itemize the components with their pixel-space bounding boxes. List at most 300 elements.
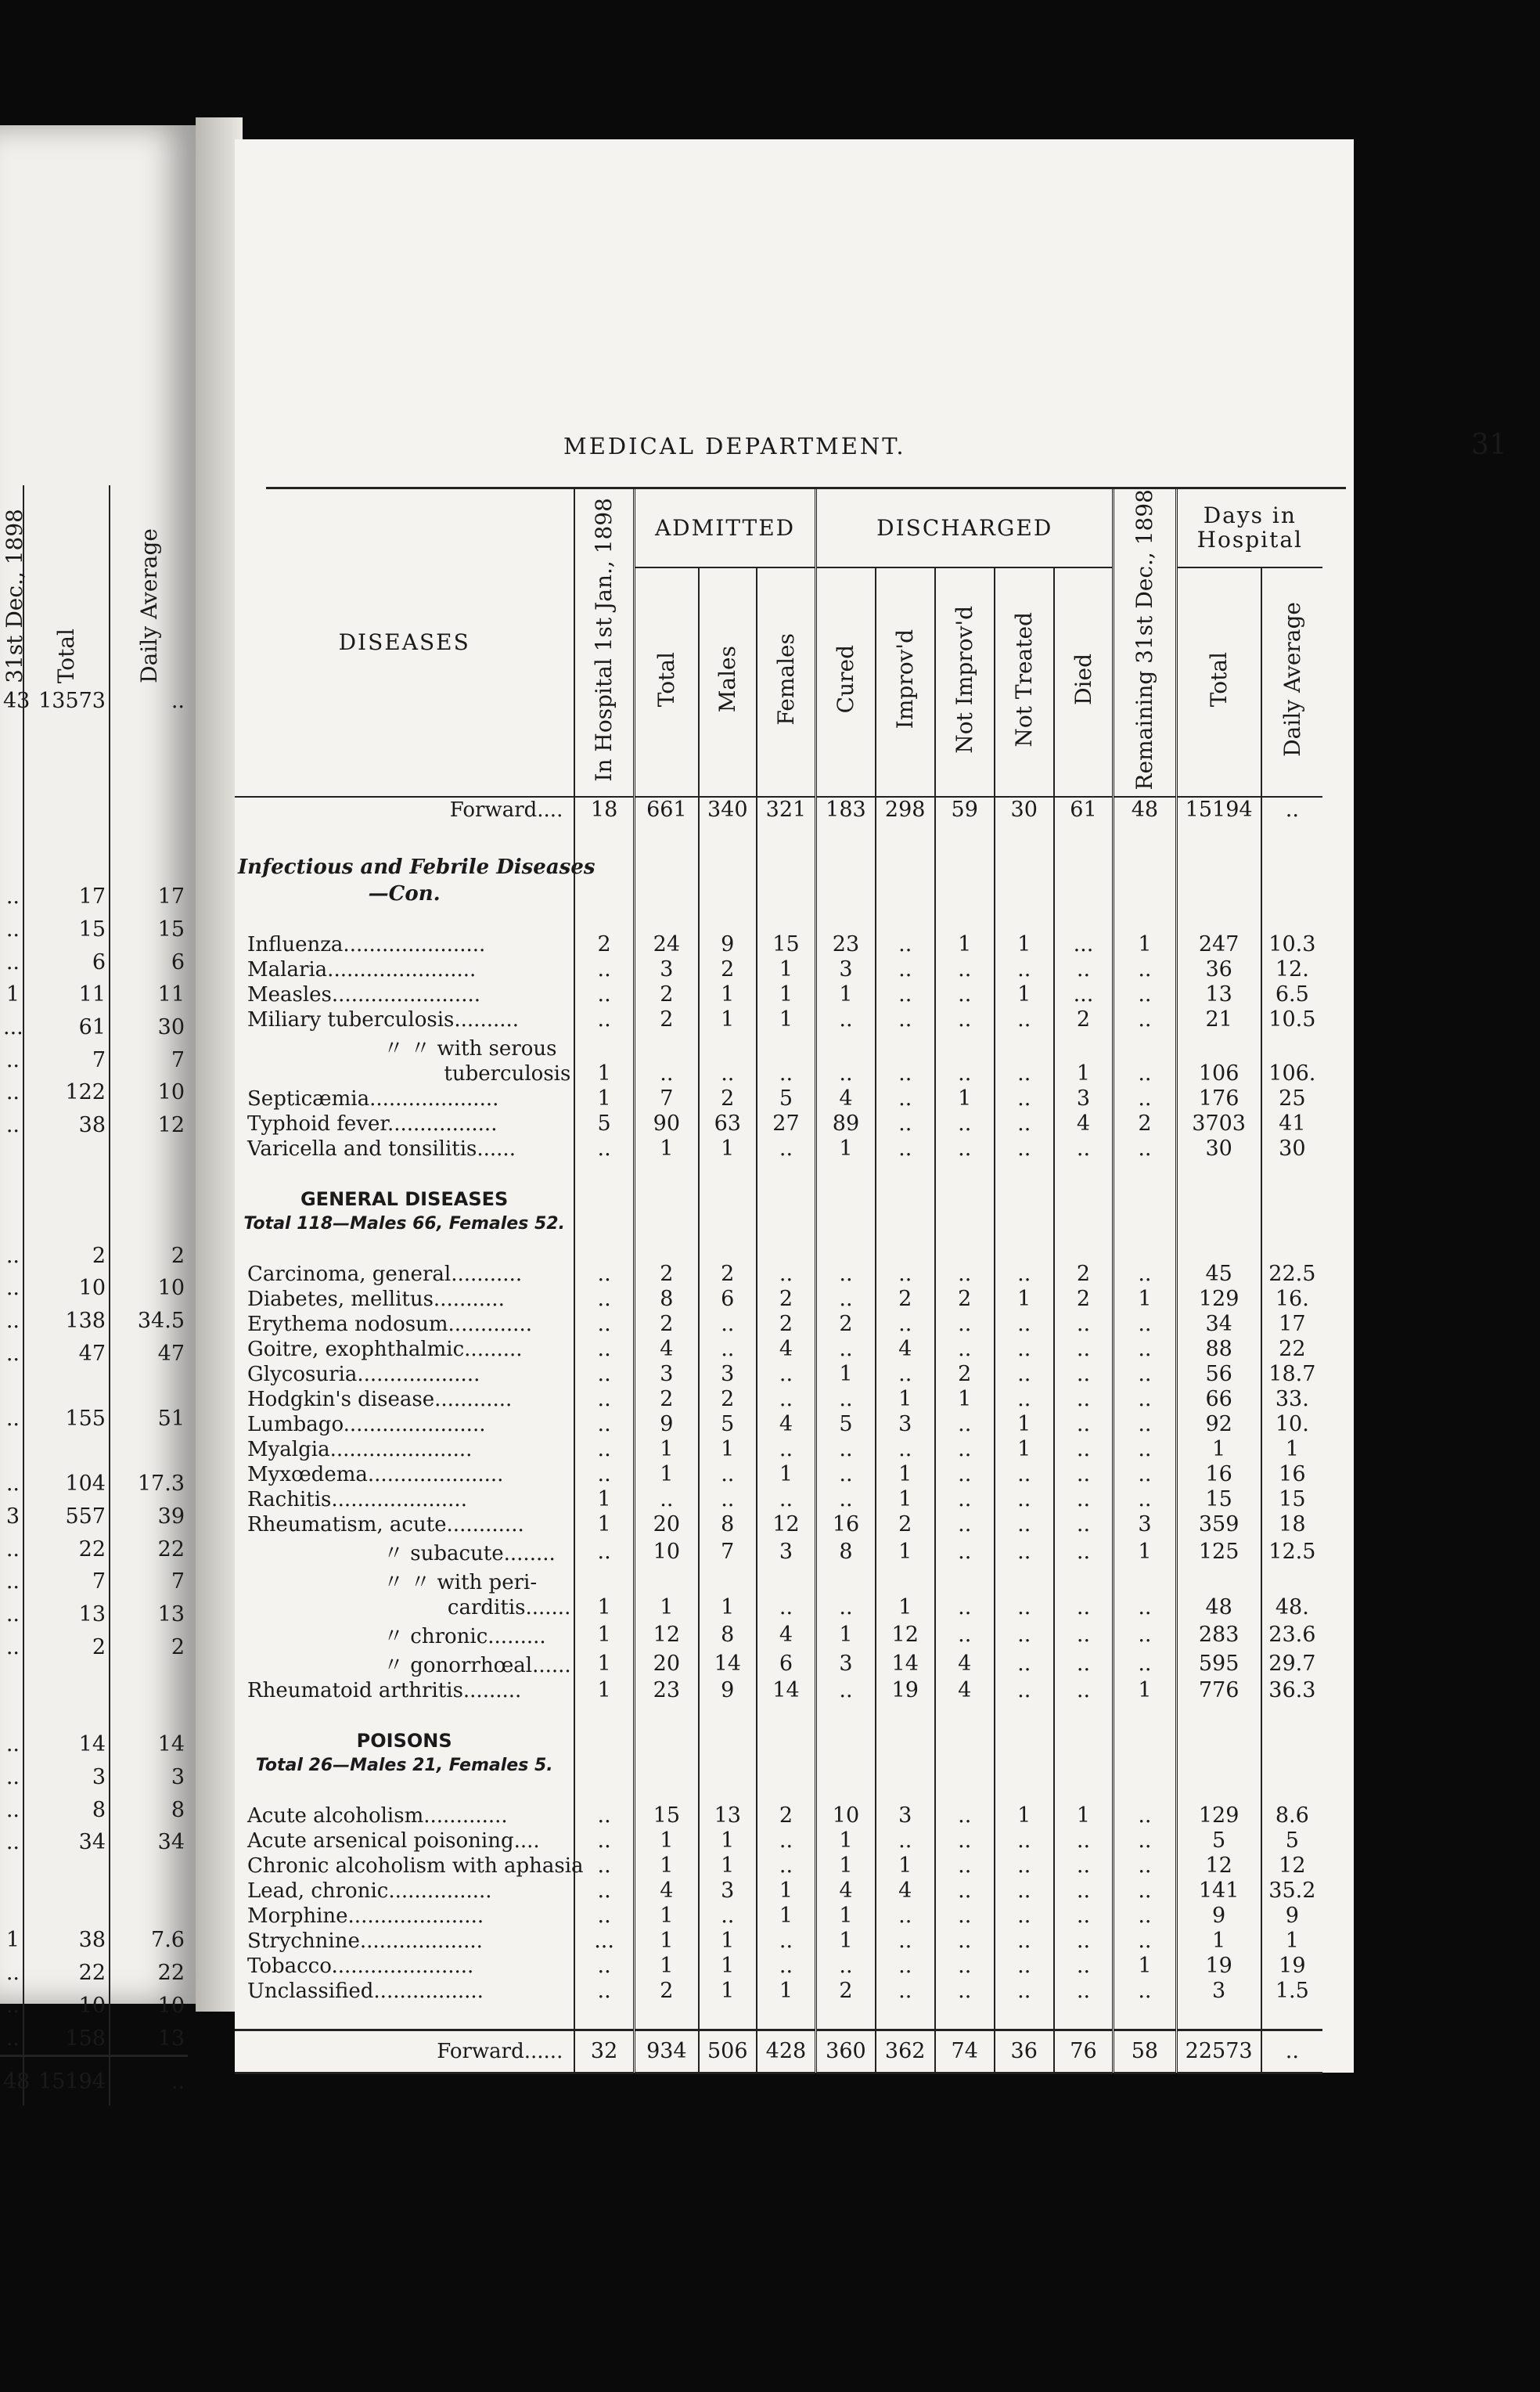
left-total-header: Total [23, 485, 110, 689]
not-treated-cell: .. [995, 1649, 1054, 1678]
not-improved-cell: .. [935, 1828, 995, 1853]
days-total-cell: 56 [1176, 1362, 1261, 1387]
empty-cell [699, 1187, 757, 1212]
empty-cell [935, 1778, 995, 1803]
spacer-cell [235, 907, 574, 932]
left-table-row [0, 1989, 188, 2022]
empty-cell [1114, 1753, 1176, 1778]
left-remaining-cell [0, 1695, 23, 1728]
not-treated-cell: .. [995, 1979, 1054, 2004]
empty-cell [1054, 1703, 1114, 1728]
admitted-females-cell: 1 [757, 982, 816, 1007]
empty-cell [574, 1778, 634, 1803]
improved-cell: 362 [876, 2030, 935, 2073]
left-remaining-cell: .. [5, 1765, 20, 1790]
not-treated-cell: 1 [995, 1437, 1054, 1462]
admitted-females-cell: .. [757, 1853, 816, 1879]
admitted-total-cell: 10 [634, 1537, 699, 1566]
disease-name: Measles....................... [247, 982, 480, 1007]
empty-cell [1176, 1187, 1261, 1212]
died-cell: .. [1054, 1312, 1114, 1337]
remaining-cell: 48 [1114, 797, 1176, 823]
improved-cell: 4 [876, 1337, 935, 1362]
left-table-row [0, 1891, 188, 1924]
disease-name: Varicella and tonsilitis...... [247, 1137, 516, 1161]
empty-cell [1261, 1212, 1322, 1237]
empty-cell [876, 2004, 935, 2030]
daily-average-cell: 33. [1261, 1387, 1322, 1412]
spacer-row [235, 823, 1322, 854]
left-average-cell: 22 [110, 1957, 188, 1990]
admitted-males-cell: .. [699, 1462, 757, 1487]
in-hospital-cell: 2 [574, 932, 634, 957]
in-hospital-cell: .. [574, 1287, 634, 1312]
admitted-total-cell: 4 [634, 1337, 699, 1362]
cured-cell: .. [816, 1954, 876, 1979]
died-cell: ... [1054, 932, 1114, 957]
not-treated-cell: .. [995, 1879, 1054, 1904]
improved-cell: .. [876, 982, 935, 1007]
disease-row [235, 1803, 1322, 1828]
not-improved-cell: .. [935, 1803, 995, 1828]
daily-average-cell: 29.7 [1261, 1649, 1322, 1678]
in-hospital-cell: .. [574, 982, 634, 1007]
days-total-cell: 283 [1176, 1620, 1261, 1649]
cured-cell: 183 [816, 797, 876, 823]
left-spacer-cell [23, 756, 110, 881]
days-total-cell: 19 [1176, 1954, 1261, 1979]
daily-average-cell: 15 [1261, 1487, 1322, 1512]
not-improved-cell [935, 1566, 995, 1595]
cured-cell: 1 [816, 1137, 876, 1162]
left-table-row [0, 1370, 188, 1403]
died-cell: .. [1054, 1678, 1114, 1703]
not-improved-cell: .. [935, 957, 995, 982]
not-improved-cell: .. [935, 1979, 995, 2004]
remaining-cell: .. [1114, 1904, 1176, 1929]
left-table-row [0, 1435, 188, 1468]
improved-cell: 298 [876, 797, 935, 823]
empty-cell [935, 1237, 995, 1262]
disease-row [235, 1979, 1322, 2004]
admitted-total-cell: 934 [634, 2030, 699, 2073]
daily-average-cell: 10.3 [1261, 932, 1322, 957]
died-cell: .. [1054, 1979, 1114, 2004]
left-remaining-cell: .. [5, 1536, 20, 1562]
improved-cell: 4 [876, 1879, 935, 1904]
empty-cell [1176, 1703, 1261, 1728]
not-improved-cell: 1 [935, 932, 995, 957]
not-treated-cell: .. [995, 1137, 1054, 1162]
admitted-total-cell: 1 [634, 1853, 699, 1879]
not-improved-cell: .. [935, 1853, 995, 1879]
left-remaining-cell: .. [5, 1047, 20, 1072]
days-total-cell: 15194 [1176, 797, 1261, 823]
not-improved-cell: .. [935, 1437, 995, 1462]
empty-cell [816, 1703, 876, 1728]
empty-cell [699, 881, 757, 907]
left-table-row [0, 913, 188, 946]
not-treated-cell: 1 [995, 1803, 1054, 1828]
disease-table [235, 489, 1322, 2074]
left-total-cell: 104 [23, 1468, 110, 1500]
improved-cell: .. [876, 1437, 935, 1462]
discharged-header: DISCHARGED [816, 489, 1114, 567]
remaining-cell: 2 [1114, 1111, 1176, 1137]
empty-cell [1114, 854, 1176, 881]
empty-cell [816, 907, 876, 932]
admitted-total-cell: 7 [634, 1086, 699, 1111]
empty-cell [1054, 1753, 1114, 1778]
not-improved-cell: 1 [935, 1387, 995, 1412]
empty-cell [1176, 1753, 1261, 1778]
disease-row [235, 1137, 1322, 1162]
died-cell [1054, 1032, 1114, 1061]
spacer-cell [235, 1778, 574, 1803]
days-total-cell: 1 [1176, 1929, 1261, 1954]
left-table-row [0, 1141, 188, 1174]
empty-cell [757, 907, 816, 932]
days-total-cell: 776 [1176, 1678, 1261, 1703]
section-infectious-cont [235, 881, 1322, 907]
days-total-cell: 129 [1176, 1803, 1261, 1828]
not-treated-cell: .. [995, 1595, 1054, 1620]
empty-cell [634, 907, 699, 932]
admitted-total-cell: 3 [634, 1362, 699, 1387]
empty-cell [1054, 907, 1114, 932]
empty-cell [816, 1753, 876, 1778]
in-hospital-cell: 32 [574, 2030, 634, 2073]
admitted-males-cell: 7 [699, 1537, 757, 1566]
admitted-total-cell: 2 [634, 982, 699, 1007]
admitted-females-cell: .. [757, 1487, 816, 1512]
not-improved-cell: .. [935, 1595, 995, 1620]
empty-cell [574, 2004, 634, 2030]
empty-cell [757, 881, 816, 907]
improved-cell: 2 [876, 1287, 935, 1312]
in-hospital-cell: .. [574, 1979, 634, 2004]
remaining-cell: .. [1114, 1137, 1176, 1162]
improved-header: Improv'd [876, 567, 935, 796]
died-cell: .. [1054, 1929, 1114, 1954]
left-total-cell: 11 [23, 978, 110, 1011]
empty-cell [634, 823, 699, 854]
empty-cell [757, 1212, 816, 1237]
section-infectious-title [235, 854, 1322, 881]
admitted-females-cell: 12 [757, 1512, 816, 1537]
left-total-cell [23, 1695, 110, 1728]
admitted-females-cell: 4 [757, 1337, 816, 1362]
empty-cell [1054, 1162, 1114, 1187]
section-general-total [235, 1212, 1322, 1237]
left-average-cell: 30 [110, 1011, 188, 1044]
left-remaining-cell [0, 1141, 23, 1174]
remaining-cell: .. [1114, 1262, 1176, 1287]
empty-cell [757, 1703, 816, 1728]
cured-cell: 10 [816, 1803, 876, 1828]
daily-average-cell: 1 [1261, 1929, 1322, 1954]
left-total-cell [23, 1141, 110, 1174]
daily-average-cell [1261, 1566, 1322, 1595]
died-cell [1054, 1566, 1114, 1595]
died-header: Died [1054, 567, 1114, 796]
cured-cell: .. [816, 1007, 876, 1032]
admitted-males-cell: 9 [699, 932, 757, 957]
left-page-table [0, 485, 188, 2106]
not-treated-cell: 1 [995, 982, 1054, 1007]
left-average-cell: 17.3 [110, 1468, 188, 1500]
admitted-males-cell: 1 [699, 1853, 757, 1879]
in-hospital-cell: .. [574, 1828, 634, 1853]
admitted-males-cell: 2 [699, 957, 757, 982]
left-table-row [0, 1533, 188, 1565]
empty-cell [876, 823, 935, 854]
empty-cell [995, 1753, 1054, 1778]
died-cell: .. [1054, 1904, 1114, 1929]
admitted-females-cell: .. [757, 1262, 816, 1287]
left-remaining-cell [0, 1435, 23, 1468]
improved-cell: .. [876, 1312, 935, 1337]
left-spacer [0, 756, 188, 881]
forward-bottom-row [235, 2030, 1322, 2073]
disease-name: tuberculosis [444, 1061, 571, 1086]
disease-row [235, 1620, 1322, 1649]
left-total-cell: 155 [23, 1403, 110, 1436]
spacer-row [235, 907, 1322, 932]
empty-cell [757, 2004, 816, 2030]
days-total-cell: 66 [1176, 1387, 1261, 1412]
not-treated-cell: .. [995, 1954, 1054, 1979]
left-total-cell: 158 [23, 2022, 110, 2056]
empty-cell [1261, 854, 1322, 881]
admitted-males-cell: 1 [699, 1137, 757, 1162]
admitted-total-cell: .. [634, 1487, 699, 1512]
improved-cell: .. [876, 1086, 935, 1111]
remaining-cell: .. [1114, 1929, 1176, 1954]
remaining-cell [1114, 1566, 1176, 1595]
empty-cell [1176, 823, 1261, 854]
left-average-header: Daily Average [110, 485, 188, 689]
empty-cell [935, 1728, 995, 1753]
empty-cell [1114, 1778, 1176, 1803]
empty-cell [757, 854, 816, 881]
not-improved-cell: .. [935, 1412, 995, 1437]
admitted-females-cell: .. [757, 1437, 816, 1462]
remaining-cell: .. [1114, 1086, 1176, 1111]
left-total-cell: 122 [23, 1076, 110, 1109]
admitted-males-cell: 2 [699, 1387, 757, 1412]
admitted-females-cell: 1 [757, 957, 816, 982]
died-cell: 4 [1054, 1111, 1114, 1137]
empty-cell [574, 1237, 634, 1262]
days-total-cell: 13 [1176, 982, 1261, 1007]
left-average-cell [110, 1370, 188, 1403]
left-average-cell [110, 1141, 188, 1174]
daily-average-cell: 1 [1261, 1437, 1322, 1462]
left-remaining-cell: .. [5, 1472, 20, 1497]
disease-row [235, 1879, 1322, 1904]
disease-row [235, 1487, 1322, 1512]
admitted-females-cell: 4 [757, 1620, 816, 1649]
disease-name: Lead, chronic................ [247, 1879, 492, 1903]
admitted-females-cell: 1 [757, 1979, 816, 2004]
improved-cell: 3 [876, 1803, 935, 1828]
empty-cell [1054, 823, 1114, 854]
admitted-females-cell: .. [757, 1061, 816, 1086]
disease-name: Malaria....................... [247, 957, 477, 982]
daily-average-cell: 9 [1261, 1904, 1322, 1929]
empty-cell [699, 1728, 757, 1753]
empty-cell [995, 881, 1054, 907]
days-total-cell: 22573 [1176, 2030, 1261, 2073]
not-treated-cell: .. [995, 1262, 1054, 1287]
days-total-cell: 359 [1176, 1512, 1261, 1537]
admitted-males-cell: 340 [699, 797, 757, 823]
empty-cell [1176, 854, 1261, 881]
remaining-cell: .. [1114, 1437, 1176, 1462]
empty-cell [1054, 1212, 1114, 1237]
empty-cell [757, 1728, 816, 1753]
empty-cell [757, 1753, 816, 1778]
cured-cell: 3 [816, 957, 876, 982]
left-total-cell: 138 [23, 1305, 110, 1338]
admitted-males-cell: 6 [699, 1287, 757, 1312]
left-remaining-cell: .. [5, 1308, 20, 1333]
died-cell: 76 [1054, 2030, 1114, 2073]
admitted-males-cell: 2 [699, 1086, 757, 1111]
died-cell: 61 [1054, 797, 1114, 823]
empty-cell [1176, 2004, 1261, 2030]
left-remaining-cell: .. [5, 1961, 20, 1986]
daily-average-cell: 23.6 [1261, 1620, 1322, 1649]
empty-cell [995, 1162, 1054, 1187]
left-total-cell [23, 1435, 110, 1468]
cured-cell: 89 [816, 1111, 876, 1137]
not-treated-cell: 30 [995, 797, 1054, 823]
empty-cell [876, 1703, 935, 1728]
left-total-cell: 6 [23, 946, 110, 978]
days-total-cell: 247 [1176, 932, 1261, 957]
admitted-total-cell: 1 [634, 1828, 699, 1853]
days-total-cell: 176 [1176, 1086, 1261, 1111]
admitted-males-cell: 13 [699, 1803, 757, 1828]
left-table-row [0, 1826, 188, 1859]
empty-cell [816, 1187, 876, 1212]
empty-cell [699, 907, 757, 932]
left-total-cell: 2 [23, 1630, 110, 1663]
left-average-cell: 14 [110, 1728, 188, 1761]
left-average-cell [110, 1435, 188, 1468]
died-cell: .. [1054, 1462, 1114, 1487]
empty-cell [1176, 1162, 1261, 1187]
cured-cell [816, 1566, 876, 1595]
empty-cell [876, 854, 935, 881]
cured-cell: 4 [816, 1086, 876, 1111]
remaining-cell: 1 [1114, 1287, 1176, 1312]
disease-row [235, 957, 1322, 982]
empty-cell [1114, 1728, 1176, 1753]
empty-cell [1261, 881, 1322, 907]
empty-cell [1261, 1162, 1322, 1187]
improved-cell: .. [876, 957, 935, 982]
died-cell: .. [1054, 1649, 1114, 1678]
not-treated-cell: .. [995, 1007, 1054, 1032]
left-total-cell: 14 [23, 1728, 110, 1761]
not-treated-cell: .. [995, 1904, 1054, 1929]
admitted-total-cell: 1 [634, 1595, 699, 1620]
left-average-cell [110, 1859, 188, 1892]
admitted-total-cell: 1 [634, 1437, 699, 1462]
left-remaining-cell: .. [5, 1569, 20, 1594]
empty-cell [699, 1237, 757, 1262]
improved-cell: 1 [876, 1595, 935, 1620]
disease-row [235, 1954, 1322, 1979]
empty-cell [1261, 1187, 1322, 1212]
in-hospital-cell: .. [574, 1312, 634, 1337]
empty-cell [574, 823, 634, 854]
daily-average-cell: .. [1261, 2030, 1322, 2073]
improved-cell: .. [876, 1979, 935, 2004]
page-number: 31 [1471, 429, 1507, 461]
admitted-total-cell: 15 [634, 1803, 699, 1828]
empty-cell [1261, 2004, 1322, 2030]
daily-average-cell: 30 [1261, 1137, 1322, 1162]
left-table-row [0, 1924, 188, 1957]
improved-cell [876, 1032, 935, 1061]
in-hospital-cell: .. [574, 1412, 634, 1437]
not-improved-cell: .. [935, 1537, 995, 1566]
empty-cell [699, 1162, 757, 1187]
not-treated-cell: .. [995, 1537, 1054, 1566]
left-table-row [0, 1207, 188, 1240]
left-average-cell: 15 [110, 913, 188, 946]
admitted-total-cell: 1 [634, 1462, 699, 1487]
admitted-males-cell: 1 [699, 1437, 757, 1462]
not-improved-cell: .. [935, 1337, 995, 1362]
remaining-cell [1114, 1032, 1176, 1061]
disease-name: Rheumatism, acute............ [247, 1512, 524, 1536]
cured-cell: 360 [816, 2030, 876, 2073]
admitted-total-cell: .. [634, 1061, 699, 1086]
in-hospital-cell: 1 [574, 1487, 634, 1512]
admitted-males-cell: 9 [699, 1678, 757, 1703]
daily-average-cell: 35.2 [1261, 1879, 1322, 1904]
in-hospital-cell: .. [574, 1853, 634, 1879]
not-improved-cell: .. [935, 1111, 995, 1137]
left-table-row [0, 1272, 188, 1305]
left-forward-row [0, 689, 188, 756]
admitted-males-cell: 1 [699, 1828, 757, 1853]
in-hospital-cell: .. [574, 1462, 634, 1487]
disease-row [235, 1262, 1322, 1287]
empty-cell [876, 907, 935, 932]
left-remaining-cell: .. [5, 1243, 20, 1268]
empty-cell [1176, 1728, 1261, 1753]
admitted-total-cell: 24 [634, 932, 699, 957]
cured-cell: 8 [816, 1537, 876, 1566]
admitted-total-cell: 1 [634, 1929, 699, 1954]
died-cell: .. [1054, 1853, 1114, 1879]
empty-cell [935, 1162, 995, 1187]
remaining-cell: .. [1114, 982, 1176, 1007]
left-remaining-cell [0, 1891, 23, 1924]
admitted-total-cell: 2 [634, 1387, 699, 1412]
in-hospital-cell: 1 [574, 1595, 634, 1620]
cured-cell: 16 [816, 1512, 876, 1537]
left-remaining-cell: 1 [5, 982, 20, 1007]
not-improved-cell: 74 [935, 2030, 995, 2073]
daily-average-header: Daily Average [1261, 567, 1322, 796]
